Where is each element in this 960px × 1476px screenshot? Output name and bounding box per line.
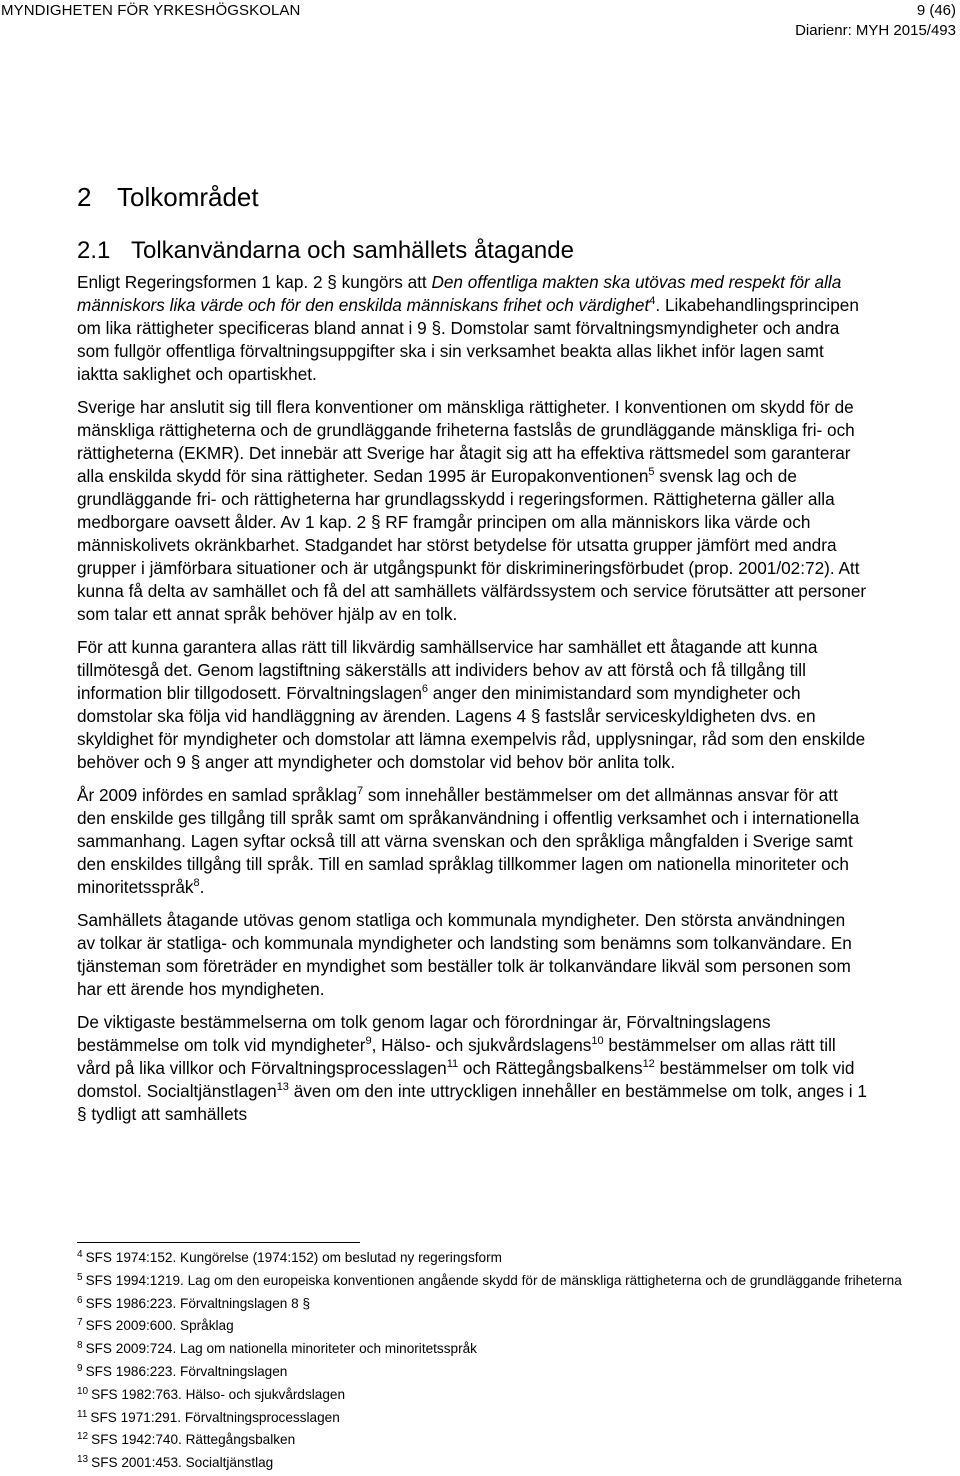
footnote (77, 1271, 907, 1288)
paragraph-1 (77, 271, 867, 386)
section-number: 2 (77, 182, 92, 212)
text-run: , Hälso- och sjukvårdslagens (371, 1035, 592, 1055)
footnote-ref: 6 (421, 683, 429, 695)
body-text (77, 271, 867, 1136)
footnote-number: 5 (77, 1271, 83, 1283)
footnote-number: 8 (77, 1340, 83, 1352)
footnote-text: SFS 2001:453. Socialtjänstlag (91, 1455, 274, 1471)
paragraph-5: Samhällets åtagande utövas genom statliga och kommunala myndigheter. Den största användningen av tolkar är statliga- och kommunala myndigheter och landsting som benämns som tolkanvändare. En tjänsteman som företräder en myndighet som beställer tolk är tolkanvändare likväl som personen som har ett ärende hos myndigheten. (77, 910, 852, 999)
text-run: . Likabehandlingsprincipen om lika rättigheter specificeras bland annat i 9 §. Domstolar samt förvaltningsmyndigheter och andra som fullgör offentliga förvaltningsuppgifter ska i sin verksamhet beakta allas likhet inför lagen samt iaktta saklighet och opartiskhet. (77, 295, 859, 384)
footnote (77, 1430, 907, 1447)
footnote-text: SFS 1942:740. Rättegångsbalken (91, 1432, 296, 1448)
footnote-text: SFS 1994:1219. Lag om den europeiska konventionen angående skydd för de mänskliga rättigheterna och de grundläggande friheterna (85, 1272, 902, 1288)
page-header (0, 2, 960, 42)
footnote-number: 9 (77, 1362, 83, 1374)
subsection-title: Tolkanvändarna och samhällets åtagande (131, 237, 574, 264)
section-title: Tolkområdet (117, 182, 259, 212)
footnote (77, 1248, 907, 1265)
text-run: svensk lag och de grundläggande fri- och rättigheterna har grundlagsskydd i regeringsformen. Rättigheterna gäller alla medborgare oavsett ålder. Av 1 kap. 2 § RF framgår principen om alla människors lika värde och människolivets okränkbarhet. Stadgandet har störst betydelse för utsatta grupper jämfört med andra grupper i jämförbara situationer och är utgångspunkt för diskrimineringsförbudet (prop. 2001/02:72). Att kunna få delta av samhället och få del att samhällets välfärdssystem och service förutsätter att personer som talar ett annat språk behöver hjälp av en tolk. (77, 466, 867, 624)
footnote-text: SFS 1971:291. Förvaltningsprocesslagen (90, 1409, 340, 1425)
footnote-text: SFS 1986:223. Förvaltningslagen 8 § (85, 1295, 311, 1311)
footnote-ref: 10 (591, 1035, 604, 1047)
text-run: bestämmelser om tolk vid domstol. Socialtjänstlagen (77, 1058, 855, 1101)
footnote (77, 1453, 907, 1470)
text-run: Sverige har anslutit sig till flera konventioner om mänskliga rättigheter. I konventionen om skydd för de mänskliga rättigheterna och de grundläggande friheterna fastslås de grundläggande mänskliga fri- och rättigheterna (EKMR). Det innebär att Sverige har åtagit sig att ha effektiva rättsmedel som garanterar alla enskilda skydd för sina rättigheter. Sedan 1995 är Europakonventionen (77, 397, 855, 486)
footnote (77, 1339, 907, 1356)
subsection-number: 2.1 (77, 237, 111, 264)
footnote-text: SFS 2009:600. Språklag (85, 1318, 234, 1334)
footnote-number: 4 (77, 1249, 83, 1260)
footnote (77, 1294, 907, 1311)
footnote-number: 11 (77, 1408, 88, 1420)
text-run: År 2009 infördes en samlad språklag (77, 785, 357, 805)
footnotes (77, 1248, 907, 1476)
footnote-number: 7 (77, 1317, 83, 1329)
organization-name: MYNDIGHETEN FÖR YRKESHÖGSKOLAN (1, 2, 301, 19)
text-run: De viktigaste bestämmelserna om tolk genom lagar och förordningar är, Förvaltningslagens bestämmelse om tolk vid myndigheter (77, 1012, 771, 1055)
footnote-ref: 11 (446, 1058, 459, 1070)
footnote-number: 12 (77, 1431, 89, 1443)
section-heading (77, 182, 259, 213)
footnote-text: SFS 1982:763. Hälso- och sjukvårdslagen (91, 1386, 346, 1402)
text-run: . (199, 877, 205, 897)
text-run: även om den inte uttryckligen innehåller en bestämmelse om tolk, anges i 1 § tydligt att samhällets (77, 1081, 867, 1124)
footnote-text: SFS 1986:223. Förvaltningslagen (85, 1363, 288, 1379)
footnote-divider (77, 1242, 360, 1243)
footnote (77, 1408, 907, 1425)
page-number: 9 (46) (916, 2, 956, 19)
footnote (77, 1362, 907, 1379)
footnote-ref: 8 (193, 877, 200, 889)
footnote-number: 6 (77, 1294, 83, 1306)
footnote (77, 1316, 907, 1333)
footnote-ref: 9 (365, 1035, 372, 1047)
quoted-text: Den offentliga makten ska utövas med respekt för alla människors lika värde och för den enskilda människans frihet och värdighet (77, 272, 842, 315)
paragraph-4 (77, 784, 867, 899)
footnote-ref: 12 (642, 1058, 655, 1070)
footnote (77, 1385, 907, 1402)
footnote-number: 10 (77, 1385, 89, 1397)
footnote-text: SFS 1974:152. Kungörelse (1974:152) om beslutad ny regeringsform (85, 1250, 502, 1265)
text-run: anger den minimistandard som myndigheter och domstolar ska följa vid handläggning av ärenden. Lagens 4 § fastslår serviceskyldigheten dvs. en skyldighet för myndigheter och domstolar att lämna exempelvis råd, upplysningar, råd som den enskilde behöver och 9 § anger att myndigheter och domstolar vid behov bör anlita tolk. (77, 683, 866, 772)
text-run: bestämmelser om allas rätt till vård på lika villkor och Förvaltningsprocesslagen (77, 1035, 836, 1078)
paragraph-3 (77, 636, 867, 774)
text-run: För att kunna garantera allas rätt till likvärdig samhällservice har samhället ett åtagande att kunna tillmötesgå det. Genom lagstiftning säkerställs att individers behov av att förstå och få tillgång till information blir tillgodosett. Förvaltningslagen (77, 637, 818, 703)
footnote-text: SFS 2009:724. Lag om nationella minoriteter och minoritetsspråk (85, 1341, 477, 1357)
text-run: som innehåller bestämmelser om det allmännas ansvar för att den enskilde ges tillgång till språk samt om språkanvändning i offentlig verksamhet och i internationella sammanhang. Lagen syftar också till att värna svenskan och den språkliga mångfalden i Sverige samt den enskildes tillgång till språk. Till en samlad språklag tillkommer lagen om nationella minoriteter och minoritetsspråk (77, 785, 860, 897)
diary-number: Diarienr: MYH 2015/493 (795, 22, 956, 39)
footnote-ref: 5 (648, 466, 655, 478)
text-run: och Rättegångsbalkens (458, 1058, 643, 1078)
footnote-ref: 13 (276, 1081, 289, 1093)
footnote-ref: 4 (649, 295, 656, 307)
subsection-heading (77, 237, 574, 265)
text-run: Enligt Regeringsformen 1 kap. 2 § kungörs att (77, 272, 432, 292)
paragraph-2 (77, 396, 867, 626)
paragraph-6 (77, 1011, 867, 1126)
footnote-ref: 7 (356, 785, 364, 797)
footnote-number: 13 (77, 1454, 89, 1466)
